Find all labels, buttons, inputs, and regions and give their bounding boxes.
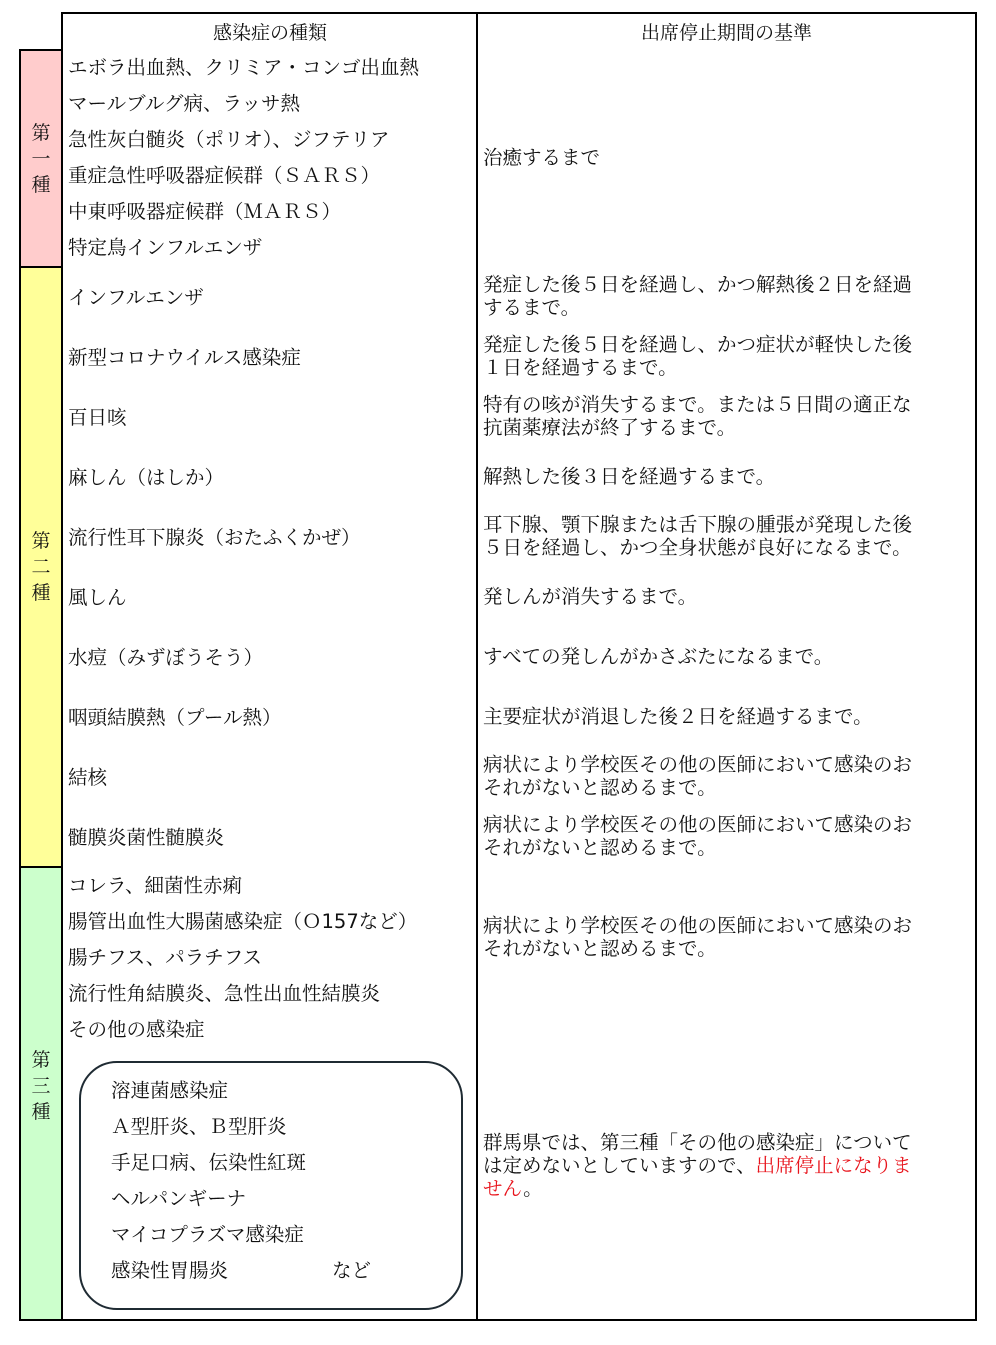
disease-name: 麻しん（はしか）	[68, 466, 225, 489]
box-item: 溶連菌感染症	[111, 1079, 229, 1102]
table-row-rule	[476, 266, 977, 327]
other-diseases-title: その他の感染症	[68, 1018, 205, 1041]
table-row-rule	[476, 566, 977, 627]
rule-line: 発症した後５日を経過し、かつ解熱後２日を経過	[483, 273, 913, 296]
table-row-disease	[61, 506, 478, 567]
category-type1	[19, 49, 63, 268]
table-row-rule	[476, 746, 977, 807]
category-type3-char: 種	[31, 1101, 51, 1123]
disease-name: 新型コロナウイルス感染症	[68, 346, 301, 369]
rule-line: それがないと認めるまで。	[483, 937, 717, 960]
table-row-rule	[476, 446, 977, 507]
disease-name: 百日咳	[68, 406, 127, 429]
category-type2	[19, 266, 63, 868]
disease-name: 水痘（みずぼうそう）	[68, 646, 264, 669]
type1-rule	[476, 49, 977, 268]
disease-item: 流行性角結膜炎、急性出血性結膜炎	[68, 982, 381, 1005]
other-diseases-box	[79, 1061, 463, 1310]
rule-line: 病状により学校医その他の医師において感染のお	[483, 753, 913, 776]
disease-item: 重症急性呼吸器症候群（ＳＡＲＳ）	[68, 164, 381, 187]
rule-line	[483, 1177, 969, 1200]
disease-name: 流行性耳下腺炎（おたふくかぜ）	[68, 526, 361, 549]
disease-name: インフルエンザ	[68, 286, 204, 309]
rule-line: 発症した後５日を経過し、かつ症状が軽快した後	[483, 333, 913, 356]
rule-emphasis-text: 出席停止になりま	[755, 1154, 912, 1177]
table-row-disease	[61, 626, 478, 687]
table-row-disease	[61, 326, 478, 387]
category-type1-char: 第	[31, 121, 51, 144]
table-row-rule	[476, 626, 977, 687]
box-item: Ａ型肝炎、Ｂ型肝炎	[111, 1115, 287, 1138]
disease-name: 結核	[68, 766, 108, 789]
disease-item: 特定鳥インフルエンザ	[68, 236, 263, 259]
header-suspension-criteria-label: 出席停止期間の基準	[640, 22, 812, 44]
category-type2-char: 種	[31, 582, 51, 604]
rule-line: １日を経過するまで。	[483, 356, 678, 379]
box-item: ヘルパンギーナ	[111, 1187, 247, 1210]
table-row-disease	[61, 806, 478, 868]
disease-item: マールブルグ病、ラッサ熱	[68, 92, 301, 115]
table-row-rule	[476, 386, 977, 447]
rule-line: ５日を経過し、かつ全身状態が良好になるまで。	[483, 536, 912, 559]
header-disease-type-label: 感染症の種類	[212, 22, 327, 44]
category-type3-char: 第	[31, 1049, 51, 1071]
rule-line: それがないと認めるまで。	[483, 836, 717, 859]
rule-line: 病状により学校医その他の医師において感染のお	[483, 813, 913, 836]
disease-item: コレラ、細菌性赤痢	[68, 874, 242, 897]
table-row-disease	[61, 566, 478, 627]
rule-line: 特有の咳が消失するまで。または５日間の適正な	[483, 393, 912, 416]
rule-line	[483, 1131, 969, 1154]
rule-line: 発しんが消失するまで。	[483, 584, 698, 608]
category-type1-char: 種	[31, 173, 51, 196]
type3-group1-rule	[476, 866, 977, 1013]
table-row-disease	[61, 266, 478, 327]
type3-group2-rule	[476, 1012, 977, 1321]
rule-line: 病状により学校医その他の医師において感染のお	[483, 914, 913, 937]
table-row-rule	[476, 326, 977, 387]
disease-item: 腸管出血性大腸菌感染症（Ｏ157など）	[68, 910, 418, 933]
rule-line	[483, 1154, 969, 1177]
box-item: 手足口病、伝染性紅斑	[111, 1151, 307, 1174]
disease-name: 咽頭結膜熱（プール熱）	[68, 706, 282, 729]
table-row-disease	[61, 386, 478, 447]
disease-item: エボラ出血熱、クリミア・コンゴ出血熱	[68, 56, 420, 79]
rule-line: 主要症状が消退した後２日を経過するまで。	[483, 704, 873, 728]
table-row-rule	[476, 806, 977, 868]
rule-text: 。	[523, 1177, 543, 1200]
table-row-rule	[476, 506, 977, 567]
table-row-disease	[61, 686, 478, 747]
rule-line: するまで。	[483, 296, 581, 319]
rule-line: 解熱した後３日を経過するまで。	[483, 464, 776, 488]
disease-item: 腸チフス、パラチフス	[68, 946, 263, 969]
box-item: マイコプラズマ感染症	[111, 1223, 304, 1246]
rule-text: 群馬県では、第三種「その他の感染症」について	[483, 1131, 912, 1154]
rule-line: それがないと認めるまで。	[483, 776, 717, 799]
header-disease-type	[61, 12, 479, 51]
type3-group1-diseases	[61, 866, 478, 1013]
category-type2-char: 第	[31, 530, 51, 552]
category-type1-char: 一	[31, 147, 51, 170]
rule-text: 治癒するまで	[483, 146, 601, 169]
box-item: 感染性胃腸炎	[111, 1259, 229, 1282]
rule-line: すべての発しんがかさぶたになるまで。	[483, 644, 834, 668]
table-row-disease	[61, 446, 478, 507]
type1-disease-list	[61, 49, 478, 268]
rule-line: 耳下腺、顎下腺または舌下腺の腫張が発現した後	[483, 513, 913, 536]
table-row-rule	[476, 686, 977, 747]
category-type3	[19, 866, 63, 1321]
rule-emphasis-text: せん	[483, 1177, 524, 1200]
disease-name: 風しん	[68, 586, 127, 609]
disease-item: 中東呼吸器症候群（ＭＡＲＳ）	[68, 200, 342, 223]
category-type2-char: 二	[31, 556, 51, 578]
category-type3-char: 三	[31, 1075, 51, 1097]
rule-text: は定めないとしていますので、	[483, 1154, 756, 1177]
disease-name: 髄膜炎菌性髄膜炎	[68, 826, 225, 849]
table-row-disease	[61, 746, 478, 807]
header-suspension-criteria	[476, 12, 977, 51]
rule-line: 抗菌薬療法が終了するまで。	[483, 416, 737, 439]
box-item-suffix: など	[332, 1259, 372, 1282]
disease-item: 急性灰白髄炎（ポリオ）、ジフテリア	[68, 128, 390, 151]
